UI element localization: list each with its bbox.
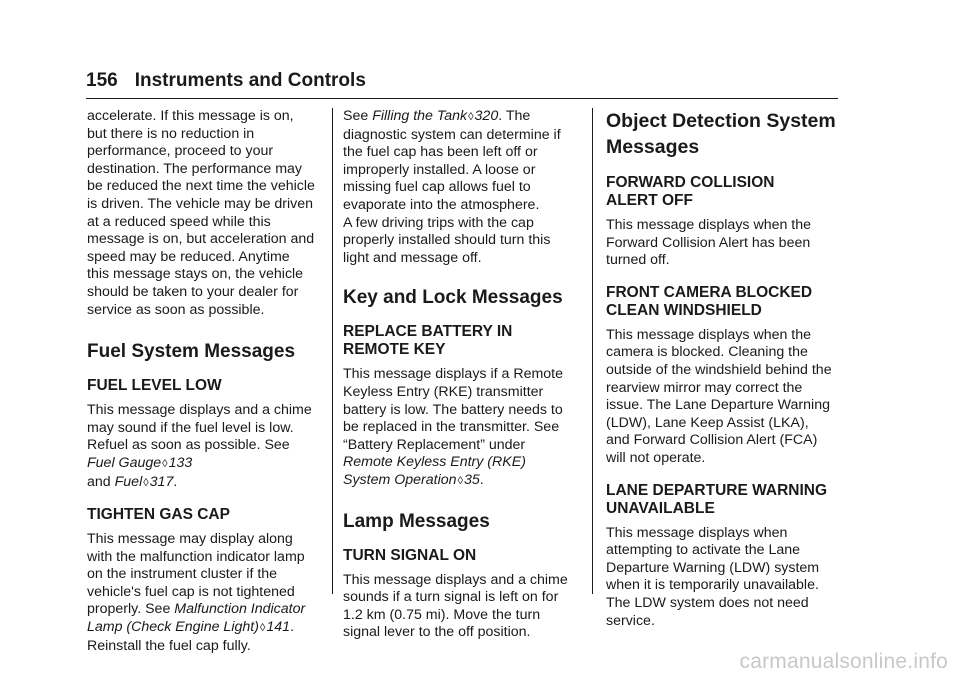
lamp-messages-heading: Lamp Messages xyxy=(343,510,490,532)
replace-battery-heading: REPLACE BATTERY IN REMOTE KEY xyxy=(343,323,513,359)
tighten-gas-cap-text: This message may display along with the malfunction indicator lamp on the instrument cluster if the vehicle's fuel cap is not tightened properly. See Malfunction Indicator Lamp (Check Engine Light)◊141. Reinstall the fuel cap fully. xyxy=(87,531,306,654)
column-divider-2 xyxy=(592,108,593,594)
key-lock-heading: Key and Lock Messages xyxy=(343,287,563,309)
replace-battery-text: This message displays if a Remote Keyless Entry (RKE) transmitter battery is low. The battery needs to be replaced in the transmitter. See “Battery Replacement” under Remote Keyless Entry (RKE) System Operation◊35. xyxy=(343,366,579,490)
column-divider-1 xyxy=(332,108,333,594)
section-title: Instruments and Controls xyxy=(134,70,366,91)
intro-paragraph: accelerate. If this message is on, but there is no reduction in performance, proceed to your destination. The performance may be reduced the next time the vehicle is driven. The vehicle may be driven at a reduced speed while this message is on, but acceleration and speed may be reduced. Anytime this message stays on, the vehicle should be taken to your dealer for service as soon as possible. xyxy=(87,108,315,318)
front-camera-heading: FRONT CAMERA BLOCKED CLEAN WINDSHIELD xyxy=(606,283,813,319)
gas-cap-continued: See Filling the Tank◊320. The diagnostic system can determine if the fuel cap has been left off or improperly installed. A loose or missing fuel cap allows fuel to evaporate into the atmosphere. A few driving trips with the cap properly installed should turn this light and message off. xyxy=(343,108,561,266)
rke-link[interactable]: Remote Keyless Entry (RKE) xyxy=(343,454,526,471)
forward-collision-heading: FORWARD COLLISION ALERT OFF xyxy=(606,174,775,209)
turn-signal-heading: TURN SIGNAL ON xyxy=(343,546,477,564)
lane-departure-text: This message displays when attempting to activate the Lane Departure Warning (LDW) system when it is temporarily unavailable. The LDW system does not need service. xyxy=(606,524,820,629)
fuel-system-heading: Fuel System Messages xyxy=(87,341,296,363)
column-1 xyxy=(87,108,323,655)
object-detection-heading: Object Detection System Messages xyxy=(606,110,836,158)
fuel-level-low-text: This message displays and a chime may sound if the fuel level is low. Refuel as soon as possible. See Fuel Gauge◊133 and Fuel◊317. xyxy=(87,402,323,492)
fuel-gauge-link[interactable]: Fuel Gauge xyxy=(87,454,162,471)
column-2 xyxy=(343,108,579,642)
page-ref-arrow-icon: ◊ xyxy=(162,457,168,470)
fuel-page[interactable]: 317 xyxy=(149,473,174,490)
filling-tank-page[interactable]: 320 xyxy=(474,108,499,124)
turn-signal-text: This message displays and a chime sounds if a turn signal is left on for 1.2 km (0.75 mi). Move the turn signal lever to the off position. xyxy=(343,571,568,641)
forward-collision-text: This message displays when the Forward Collision Alert has been turned off. xyxy=(606,217,812,269)
fuel-level-low-heading: FUEL LEVEL LOW xyxy=(87,377,222,395)
front-camera-text: This message displays when the camera is blocked. Cleaning the outside of the windshield behind the rearview mirror may correct the issue. The Lane Departure Warning (LDW), Lane Keep Assist (LKA), and Forward Collision Alert (FCA) will not operate. xyxy=(606,326,832,466)
rke-page[interactable]: 35 xyxy=(464,471,480,488)
rke-link-cont[interactable]: System Operation xyxy=(343,471,457,488)
page-ref-arrow-icon: ◊ xyxy=(468,111,474,123)
tighten-gas-cap-heading: TIGHTEN GAS CAP xyxy=(87,506,230,524)
fuel-link[interactable]: Fuel xyxy=(114,473,143,490)
watermark: carmanualsonline.info xyxy=(739,650,948,673)
mil-page[interactable]: 141 xyxy=(266,619,291,636)
page-ref-arrow-icon: ◊ xyxy=(143,476,149,489)
mil-link[interactable]: Malfunction Indicator xyxy=(174,601,306,618)
fuel-gauge-page[interactable]: 133 xyxy=(168,454,193,471)
page-ref-arrow-icon: ◊ xyxy=(259,622,266,635)
mil-link-cont[interactable]: Lamp (Check Engine Light) xyxy=(87,619,259,636)
filling-tank-link[interactable]: Filling the Tank xyxy=(372,108,468,124)
page-ref-arrow-icon: ◊ xyxy=(457,474,463,487)
page-number: 156 xyxy=(86,70,118,91)
lane-departure-heading: LANE DEPARTURE WARNING UNAVAILABLE xyxy=(606,481,828,517)
page-header xyxy=(86,70,838,92)
column-3 xyxy=(606,108,842,630)
header-rule xyxy=(86,98,838,99)
